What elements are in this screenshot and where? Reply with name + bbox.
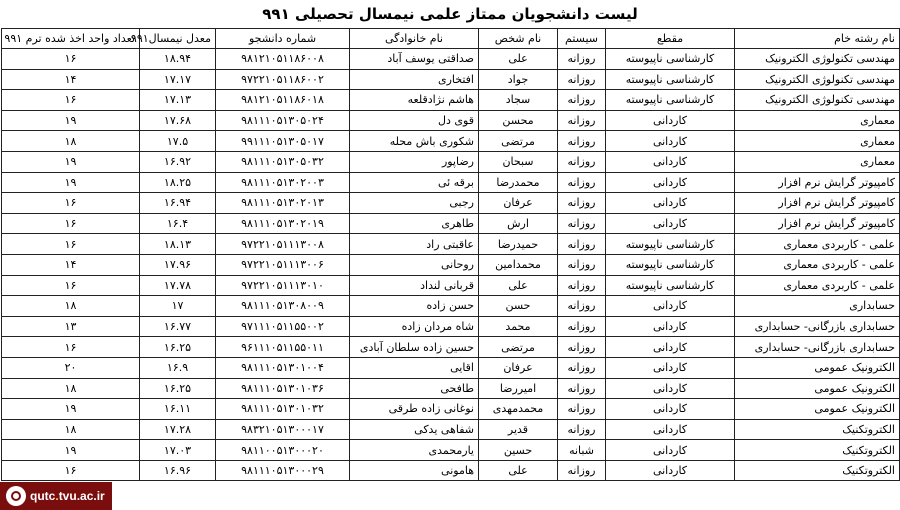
cell-last-name: اقایی — [350, 357, 479, 378]
cell-major: الکتروتکنیک — [735, 460, 900, 481]
cell-system: روزانه — [558, 316, 606, 337]
table-row — [2, 254, 900, 275]
cell-last-name: حسین زاده سلطان آبادی — [350, 337, 479, 358]
cell-units: ۱۸ — [2, 296, 140, 317]
cell-first-name: محسن — [479, 110, 558, 131]
cell-units: ۱۴ — [2, 254, 140, 275]
cell-major: معماری — [735, 131, 900, 152]
cell-gpa: ۱۷.۹۶ — [140, 254, 216, 275]
cell-system: روزانه — [558, 357, 606, 378]
table-row — [2, 399, 900, 420]
cell-student-id: ۹۸۱۱۱۰۵۱۳۰۱۰۳۶ — [216, 378, 350, 399]
table-row — [2, 234, 900, 255]
cell-degree: کارشناسی ناپیوسته — [606, 90, 735, 111]
cell-degree: کاردانی — [606, 399, 735, 420]
cell-first-name: عرفان — [479, 193, 558, 214]
table-body — [2, 49, 900, 481]
cell-first-name: امیررضا — [479, 378, 558, 399]
cell-gpa: ۱۷.۱۷ — [140, 69, 216, 90]
cell-units: ۱۴ — [2, 69, 140, 90]
cell-first-name: عرفان — [479, 357, 558, 378]
cell-last-name: هاشم نژادقلعه — [350, 90, 479, 111]
cell-degree: کاردانی — [606, 440, 735, 461]
cell-gpa: ۱۶.۴ — [140, 213, 216, 234]
cell-degree: کارشناسی ناپیوسته — [606, 69, 735, 90]
cell-major: مهندسی تکنولوژی الکترونیک — [735, 69, 900, 90]
cell-last-name: نوغانی زاده طرقی — [350, 399, 479, 420]
cell-system: روزانه — [558, 110, 606, 131]
cell-degree: کاردانی — [606, 378, 735, 399]
column-header: نام شخص — [479, 29, 558, 49]
cell-first-name: مرتضی — [479, 131, 558, 152]
cell-last-name: طافحی — [350, 378, 479, 399]
cell-system: روزانه — [558, 337, 606, 358]
cell-last-name: هامونی — [350, 460, 479, 481]
cell-units: ۱۸ — [2, 378, 140, 399]
cell-system: روزانه — [558, 254, 606, 275]
cell-units: ۱۳ — [2, 316, 140, 337]
cell-student-id: ۹۸۱۱۱۰۵۱۳۰۵۰۳۲ — [216, 151, 350, 172]
table-row — [2, 316, 900, 337]
column-header: شماره دانشجو — [216, 29, 350, 49]
cell-last-name: قوی دل — [350, 110, 479, 131]
cell-gpa: ۱۸.۲۵ — [140, 172, 216, 193]
cell-system: روزانه — [558, 69, 606, 90]
cell-student-id: ۹۷۲۲۱۰۵۱۱۱۳۰۰۸ — [216, 234, 350, 255]
table-row — [2, 69, 900, 90]
table-row — [2, 131, 900, 152]
cell-student-id: ۹۸۱۱۱۰۵۱۳۰۸۰۰۹ — [216, 296, 350, 317]
table-row — [2, 193, 900, 214]
cell-gpa: ۱۸.۱۳ — [140, 234, 216, 255]
cell-degree: کارشناسی ناپیوسته — [606, 254, 735, 275]
cell-system: روزانه — [558, 131, 606, 152]
cell-units: ۱۶ — [2, 337, 140, 358]
cell-first-name: علی — [479, 460, 558, 481]
cell-first-name: مرتضی — [479, 337, 558, 358]
cell-units: ۱۶ — [2, 234, 140, 255]
cell-major: مهندسی تکنولوژی الکترونیک — [735, 90, 900, 111]
watermark-text: qutc.tvu.ac.ir — [30, 489, 105, 503]
cell-system: روزانه — [558, 193, 606, 214]
table-row — [2, 337, 900, 358]
cell-student-id: ۹۷۲۲۱۰۵۱۱۸۶۰۰۲ — [216, 69, 350, 90]
cell-student-id: ۹۸۱۱۱۰۵۱۳۰۱۰۰۴ — [216, 357, 350, 378]
cell-gpa: ۱۶.۲۵ — [140, 378, 216, 399]
cell-degree: کاردانی — [606, 172, 735, 193]
cell-gpa: ۱۷ — [140, 296, 216, 317]
cell-student-id: ۹۹۱۱۱۰۵۱۳۰۵۰۱۷ — [216, 131, 350, 152]
cell-system: روزانه — [558, 275, 606, 296]
cell-last-name: قربانی لنداد — [350, 275, 479, 296]
cell-degree: کاردانی — [606, 316, 735, 337]
table-row — [2, 90, 900, 111]
cell-units: ۱۹ — [2, 172, 140, 193]
cell-major: حسابداری بازرگانی- حسابداری — [735, 316, 900, 337]
cell-major: علمی - کاربردی معماری — [735, 234, 900, 255]
document-title: لیست دانشجویان ممتاز علمی نیمسال تحصیلی ۹۹۱ — [262, 5, 638, 23]
cell-student-id: ۹۸۱۱۱۰۵۱۳۰۱۰۳۲ — [216, 399, 350, 420]
cell-first-name: علی — [479, 275, 558, 296]
cell-last-name: شکوری باش محله — [350, 131, 479, 152]
cell-last-name: طاهری — [350, 213, 479, 234]
cell-degree: کارشناسی ناپیوسته — [606, 275, 735, 296]
cell-first-name: محمدرضا — [479, 172, 558, 193]
cell-system: روزانه — [558, 172, 606, 193]
cell-first-name: محمد — [479, 316, 558, 337]
cell-units: ۱۸ — [2, 131, 140, 152]
cell-degree: کارشناسی ناپیوسته — [606, 49, 735, 70]
cell-last-name: عاقبتی راد — [350, 234, 479, 255]
cell-units: ۱۹ — [2, 440, 140, 461]
cell-major: الکترونیک عمومی — [735, 378, 900, 399]
cell-student-id: ۹۸۱۱۱۰۵۱۳۰۲۰۰۳ — [216, 172, 350, 193]
cell-system: روزانه — [558, 296, 606, 317]
table-row — [2, 172, 900, 193]
table-row — [2, 296, 900, 317]
cell-degree: کاردانی — [606, 193, 735, 214]
cell-major: الکتروتکنیک — [735, 440, 900, 461]
cell-system: روزانه — [558, 49, 606, 70]
cell-last-name: رضاپور — [350, 151, 479, 172]
cell-first-name: جواد — [479, 69, 558, 90]
cell-student-id: ۹۸۱۲۱۰۵۱۱۸۶۰۰۸ — [216, 49, 350, 70]
cell-major: مهندسی تکنولوژی الکترونیک — [735, 49, 900, 70]
cell-degree: کاردانی — [606, 337, 735, 358]
cell-last-name: صداقتی یوسف آباد — [350, 49, 479, 70]
cell-last-name: شاه مردان زاده — [350, 316, 479, 337]
cell-gpa: ۱۷.۶۸ — [140, 110, 216, 131]
cell-student-id: ۹۷۱۱۱۰۵۱۱۵۵۰۰۲ — [216, 316, 350, 337]
cell-major: حسابداری بازرگانی- حسابداری — [735, 337, 900, 358]
cell-system: روزانه — [558, 419, 606, 440]
cell-major: علمی - کاربردی معماری — [735, 254, 900, 275]
column-header: نام خانوادگی — [350, 29, 479, 49]
cell-degree: کاردانی — [606, 357, 735, 378]
watermark-badge — [0, 482, 112, 510]
cell-gpa: ۱۷.۱۳ — [140, 90, 216, 111]
cell-degree: کاردانی — [606, 110, 735, 131]
cell-degree: کاردانی — [606, 460, 735, 481]
cell-major: کامپیوتر گرایش نرم افزار — [735, 193, 900, 214]
cell-first-name: علی — [479, 49, 558, 70]
cell-gpa: ۱۶.۲۵ — [140, 337, 216, 358]
cell-first-name: محمدمهدی — [479, 399, 558, 420]
cell-units: ۲۰ — [2, 357, 140, 378]
cell-gpa: ۱۷.۷۸ — [140, 275, 216, 296]
cell-system: شبانه — [558, 440, 606, 461]
cell-units: ۱۹ — [2, 110, 140, 131]
column-header: تعداد واحد اخذ شده ترم ۹۹۱ — [2, 29, 140, 49]
cell-student-id: ۹۶۱۱۱۰۵۱۱۵۵۰۱۱ — [216, 337, 350, 358]
cell-student-id: ۹۷۲۲۱۰۵۱۱۱۳۰۱۰ — [216, 275, 350, 296]
cell-units: ۱۶ — [2, 275, 140, 296]
cell-student-id: ۹۸۱۱۰۰۵۱۳۰۰۰۲۰ — [216, 440, 350, 461]
table-row — [2, 460, 900, 481]
cell-major: الکترونیک عمومی — [735, 399, 900, 420]
cell-gpa: ۱۷.۲۸ — [140, 419, 216, 440]
cell-last-name: رجبی — [350, 193, 479, 214]
cell-first-name: حمیدرضا — [479, 234, 558, 255]
cell-units: ۱۶ — [2, 193, 140, 214]
cell-major: معماری — [735, 151, 900, 172]
cell-units: ۱۶ — [2, 213, 140, 234]
cell-units: ۱۸ — [2, 419, 140, 440]
table-row — [2, 419, 900, 440]
cell-major: کامپیوتر گرایش نرم افزار — [735, 172, 900, 193]
cell-student-id: ۹۸۱۱۱۰۵۱۳۰۰۰۲۹ — [216, 460, 350, 481]
cell-system: روزانه — [558, 151, 606, 172]
cell-first-name: محمدامین — [479, 254, 558, 275]
cell-first-name: ارش — [479, 213, 558, 234]
cell-degree: کاردانی — [606, 131, 735, 152]
cell-units: ۱۶ — [2, 90, 140, 111]
cell-system: روزانه — [558, 460, 606, 481]
table-row — [2, 378, 900, 399]
cell-last-name: روحانی — [350, 254, 479, 275]
cell-first-name: حسین — [479, 440, 558, 461]
cell-last-name: حسن زاده — [350, 296, 479, 317]
cell-degree: کاردانی — [606, 419, 735, 440]
logo-icon — [6, 486, 26, 506]
table-row — [2, 49, 900, 70]
cell-gpa: ۱۶.۹۶ — [140, 460, 216, 481]
cell-first-name: قدیر — [479, 419, 558, 440]
table-header-row — [2, 29, 900, 49]
column-header: نام رشته خام — [735, 29, 900, 49]
table-row — [2, 357, 900, 378]
cell-student-id: ۹۸۱۱۱۰۵۱۳۰۲۰۱۳ — [216, 193, 350, 214]
cell-student-id: ۹۸۱۱۱۰۵۱۳۰۵۰۲۴ — [216, 110, 350, 131]
cell-system: روزانه — [558, 90, 606, 111]
cell-major: الکتروتکنیک — [735, 419, 900, 440]
cell-system: روزانه — [558, 213, 606, 234]
table-row — [2, 440, 900, 461]
cell-major: علمی - کاربردی معماری — [735, 275, 900, 296]
cell-units: ۱۶ — [2, 49, 140, 70]
cell-student-id: ۹۸۱۱۱۰۵۱۳۰۲۰۱۹ — [216, 213, 350, 234]
table-row — [2, 275, 900, 296]
column-header: مقطع — [606, 29, 735, 49]
cell-degree: کاردانی — [606, 151, 735, 172]
table-row — [2, 110, 900, 131]
table-row — [2, 151, 900, 172]
cell-last-name: شفاهی یدکی — [350, 419, 479, 440]
cell-major: حسابداری — [735, 296, 900, 317]
cell-units: ۱۶ — [2, 460, 140, 481]
cell-major: کامپیوتر گرایش نرم افزار — [735, 213, 900, 234]
cell-gpa: ۱۶.۷۷ — [140, 316, 216, 337]
cell-degree: کارشناسی ناپیوسته — [606, 234, 735, 255]
cell-system: روزانه — [558, 234, 606, 255]
cell-student-id: ۹۸۳۲۱۰۵۱۳۰۰۰۱۷ — [216, 419, 350, 440]
cell-major: معماری — [735, 110, 900, 131]
cell-gpa: ۱۷.۵ — [140, 131, 216, 152]
cell-gpa: ۱۶.۱۱ — [140, 399, 216, 420]
cell-first-name: حسن — [479, 296, 558, 317]
cell-gpa: ۱۷.۰۳ — [140, 440, 216, 461]
cell-gpa: ۱۶.۹۴ — [140, 193, 216, 214]
students-table — [1, 28, 900, 481]
cell-last-name: افتخاری — [350, 69, 479, 90]
table-row — [2, 213, 900, 234]
column-header: سیستم — [558, 29, 606, 49]
column-header: معدل نیمسال۹۹۱ — [140, 29, 216, 49]
cell-system: روزانه — [558, 378, 606, 399]
cell-major: الکترونیک عمومی — [735, 357, 900, 378]
cell-units: ۱۹ — [2, 399, 140, 420]
cell-last-name: یارمحمدی — [350, 440, 479, 461]
cell-gpa: ۱۶.۹۲ — [140, 151, 216, 172]
cell-first-name: سبحان — [479, 151, 558, 172]
cell-last-name: برقه ئی — [350, 172, 479, 193]
cell-gpa: ۱۸.۹۴ — [140, 49, 216, 70]
cell-student-id: ۹۷۲۲۱۰۵۱۱۱۳۰۰۶ — [216, 254, 350, 275]
cell-gpa: ۱۶.۹ — [140, 357, 216, 378]
cell-units: ۱۹ — [2, 151, 140, 172]
cell-system: روزانه — [558, 399, 606, 420]
cell-first-name: سجاد — [479, 90, 558, 111]
cell-student-id: ۹۸۱۲۱۰۵۱۱۸۶۰۱۸ — [216, 90, 350, 111]
cell-degree: کاردانی — [606, 213, 735, 234]
cell-degree: کاردانی — [606, 296, 735, 317]
